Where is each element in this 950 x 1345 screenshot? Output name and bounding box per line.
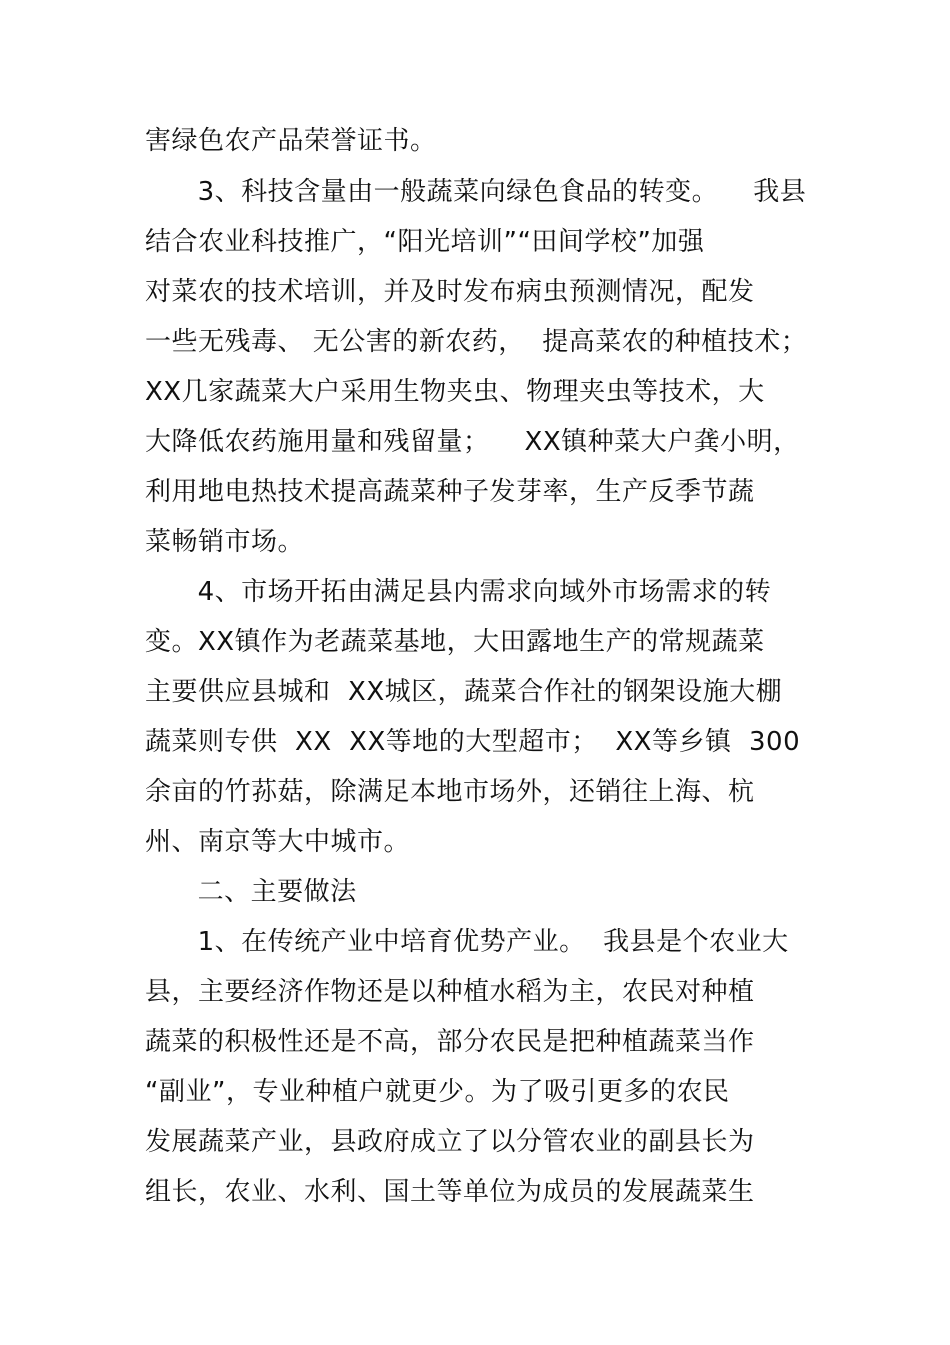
text-line: 州、南京等大中城市。 (145, 827, 411, 857)
text-line: 对菜农的技术培训，并及时发布病虫预测情况，配发 (145, 277, 755, 307)
text-line: 变。XX镇作为老蔬菜基地，大田露地生产的常规蔬菜 (145, 627, 765, 657)
text-line: 发展蔬菜产业，县政府成立了以分管农业的副县长为 (145, 1127, 755, 1157)
section-heading: 二、主要做法 (145, 877, 357, 907)
text-line: 余亩的竹荪菇，除满足本地市场外，还销往上海、杭 (145, 777, 755, 807)
text-line: 1、在传统产业中培育优势产业。 我县是个农业大 (145, 927, 789, 957)
text-line: 蔬菜的积极性还是不高，部分农民是把种植蔬菜当作 (145, 1027, 755, 1057)
text-line: 组长，农业、水利、国土等单位为成员的发展蔬菜生 (145, 1177, 755, 1207)
text-line: 3、科技含量由一般蔬菜向绿色食品的转变。 我县 (145, 177, 807, 207)
text-line: 一些无残毒、 无公害的新农药， 提高菜农的种植技术； (145, 327, 808, 357)
text-line: 主要供应县城和 XX城区，蔬菜合作社的钢架设施大棚 (145, 677, 783, 707)
text-line: 县，主要经济作物还是以种植水稻为主，农民对种植 (145, 977, 755, 1007)
text-line: 蔬菜则专供 XX XX等地的大型超市； XX等乡镇 300 (145, 727, 801, 757)
text-line: XX几家蔬菜大户采用生物夹虫、物理夹虫等技术，大 (145, 377, 765, 407)
text-line: “副业”，专业种植户就更少。为了吸引更多的农民 (145, 1077, 730, 1107)
text-line: 4、市场开拓由满足县内需求向域外市场需求的转 (145, 577, 772, 607)
text-line: 害绿色农产品荣誉证书。 (145, 126, 437, 156)
text-line: 大降低农药施用量和残留量； XX镇种菜大户龚小明， (145, 427, 800, 457)
text-line: 菜畅销市场。 (145, 527, 305, 557)
text-line: 利用地电热技术提高蔬菜种子发芽率，生产反季节蔬 (145, 477, 755, 507)
text-line: 结合农业科技推广，“阳光培训”“田间学校”加强 (145, 227, 705, 257)
